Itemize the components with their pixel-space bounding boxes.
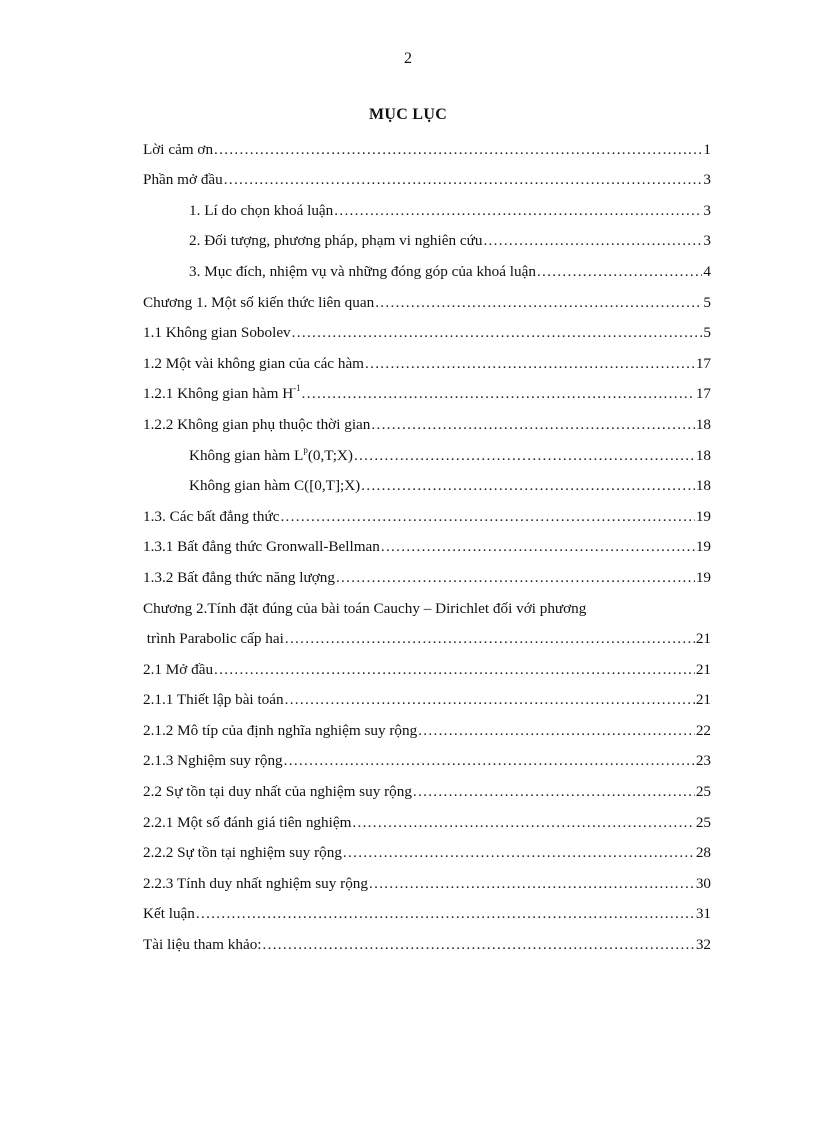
dot-leader [483, 232, 702, 250]
toc-entry-label: Lời cảm ơn [143, 140, 214, 158]
toc-entry-label: Tài liệu tham khảo: [143, 936, 262, 954]
page-number: 2 [404, 50, 412, 67]
toc-entry [143, 159, 711, 190]
toc-entry-page: 25 [695, 813, 711, 831]
toc-entry [143, 862, 711, 893]
dot-leader [285, 691, 695, 709]
toc-entry-page: 3 [703, 201, 711, 219]
toc-entry-label: Chương 2.Tính đặt đúng của bài toán Cauchy – Dirichlet đối với phương [143, 599, 587, 617]
toc-entry-text: Không gian hàm L [189, 446, 304, 464]
toc-entry [143, 893, 711, 924]
toc-entry [143, 679, 711, 710]
toc-entry-page: 17 [695, 385, 711, 403]
toc-entry [143, 648, 711, 679]
toc-entry [143, 434, 711, 465]
toc-entry [143, 220, 711, 251]
dot-leader [413, 783, 695, 801]
toc-entry-page: 25 [695, 783, 711, 801]
toc-entry-page: 22 [695, 721, 711, 739]
dot-leader [280, 508, 694, 526]
toc-entry-label [143, 444, 353, 465]
toc-entry-label: 1.3. Các bất đẳng thức [143, 507, 280, 525]
toc-entry-label: 1.1 Không gian Sobolev [143, 324, 291, 342]
dot-leader [418, 722, 695, 740]
dot-leader [196, 905, 695, 923]
toc-entry-label: Phần mở đầu [143, 171, 223, 189]
toc-entry [143, 587, 711, 618]
dot-leader [369, 875, 695, 893]
toc-entry-page: 19 [695, 538, 711, 556]
toc-entry [143, 189, 711, 220]
toc-entry-label: Không gian hàm C([0,T];X) [189, 477, 361, 495]
toc-entry-page: 21 [695, 691, 711, 709]
toc-entry [143, 312, 711, 343]
toc-entry-label: 3. Mục đích, nhiệm vụ và những đóng góp của khoá luận [189, 262, 536, 280]
toc-entry-label: 2. Đối tượng, phương pháp, phạm vi nghiên cứu [189, 232, 483, 250]
dot-leader [214, 661, 695, 679]
dot-leader [224, 171, 703, 189]
toc-entry-text: 1.2.1 Không gian hàm H [143, 385, 294, 403]
toc-entry-page: 28 [695, 844, 711, 862]
toc-entry-label: 1.3.1 Bất đẳng thức Gronwall-Bellman [143, 538, 380, 556]
toc-entry-label: 1.2 Một vài không gian của các hàm [143, 354, 364, 372]
dot-leader [336, 569, 695, 587]
toc-entry-label: 2.1.1 Thiết lập bài toán [143, 691, 284, 709]
toc-entry-label: 2.2.2 Sự tồn tại nghiệm suy rộng [143, 844, 342, 862]
toc-entry-label: 1. Lí do chọn khoá luận [189, 201, 334, 219]
toc-entry [143, 556, 711, 587]
dot-leader [365, 355, 695, 373]
toc-entry-page: 19 [695, 568, 711, 586]
toc-entry-page: 5 [703, 324, 711, 342]
toc-entry [143, 801, 711, 832]
toc-entry-page: 3 [703, 171, 711, 189]
toc-entry [143, 618, 711, 649]
dot-leader [302, 385, 695, 403]
dot-leader [361, 477, 695, 495]
toc-entry [143, 465, 711, 496]
toc-entry-label: 1.2.2 Không gian phụ thuộc thời gian [143, 415, 371, 433]
toc-entry-page: 18 [695, 477, 711, 495]
toc-entry-page: 18 [695, 446, 711, 464]
toc-entry-page: 18 [695, 415, 711, 433]
toc-entry-page: 19 [695, 507, 711, 525]
toc-entry-page: 3 [703, 232, 711, 250]
toc-entry-label [143, 385, 301, 403]
toc-entry-text-suffix: (0,T;X) [307, 446, 353, 464]
toc-entry [143, 342, 711, 373]
toc-entry-page: 21 [695, 660, 711, 678]
toc-entry-label: 2.1.3 Nghiệm suy rộng [143, 752, 283, 770]
toc-entry [143, 495, 711, 526]
toc-entry [143, 281, 711, 312]
toc-entry-label: 2.2.1 Một số đánh giá tiên nghiệm [143, 813, 352, 831]
toc-entry [143, 250, 711, 281]
toc-entry-label: Chương 1. Một số kiến thức liên quan [143, 293, 375, 311]
toc-entry-label: 2.1.2 Mô típ của định nghĩa nghiệm suy rộng [143, 721, 418, 739]
dot-leader [214, 141, 702, 159]
toc-entry-label: 2.2 Sự tồn tại duy nhất của nghiệm suy rộng [143, 783, 412, 801]
toc-entry [143, 923, 711, 954]
toc-entry-page: 21 [695, 630, 711, 648]
dot-leader [263, 936, 695, 954]
toc-entry-page: 23 [695, 752, 711, 770]
toc-entry-page: 4 [703, 262, 711, 280]
dot-leader [537, 263, 702, 281]
toc-entry-label: 2.1 Mở đầu [143, 660, 214, 678]
dot-leader [284, 752, 695, 770]
dot-leader [371, 416, 694, 434]
toc-entry-page: 32 [695, 936, 711, 954]
superscript: -1 [293, 383, 301, 394]
toc-entry [143, 128, 711, 159]
toc-entry-label: 1.3.2 Bất đẳng thức năng lượng [143, 568, 335, 586]
toc-entry-page: 5 [703, 293, 711, 311]
toc-entry-page: 17 [695, 354, 711, 372]
toc-entry-label: 2.2.3 Tính duy nhất nghiệm suy rộng [143, 874, 368, 892]
toc-entry [143, 526, 711, 557]
toc-entry-page: 30 [695, 874, 711, 892]
toc-entry [143, 832, 711, 863]
superscript: p [303, 444, 308, 455]
toc-entry [143, 740, 711, 771]
dot-leader [292, 324, 703, 342]
toc-entry-page: 31 [695, 905, 711, 923]
table-of-contents [143, 128, 711, 954]
toc-entry-page: 1 [703, 140, 711, 158]
dot-leader [375, 294, 702, 312]
toc-entry [143, 373, 711, 404]
dot-leader [334, 202, 702, 220]
toc-entry [143, 770, 711, 801]
dot-leader [354, 447, 695, 465]
toc-entry-label: trình Parabolic cấp hai [143, 630, 284, 648]
dot-leader [381, 538, 695, 556]
page-title: MỤC LỤC [368, 106, 448, 123]
toc-entry [143, 709, 711, 740]
toc-entry [143, 403, 711, 434]
toc-entry-label: Kết luận [143, 905, 195, 923]
dot-leader [285, 630, 695, 648]
dot-leader [352, 814, 694, 832]
dot-leader [343, 844, 695, 862]
